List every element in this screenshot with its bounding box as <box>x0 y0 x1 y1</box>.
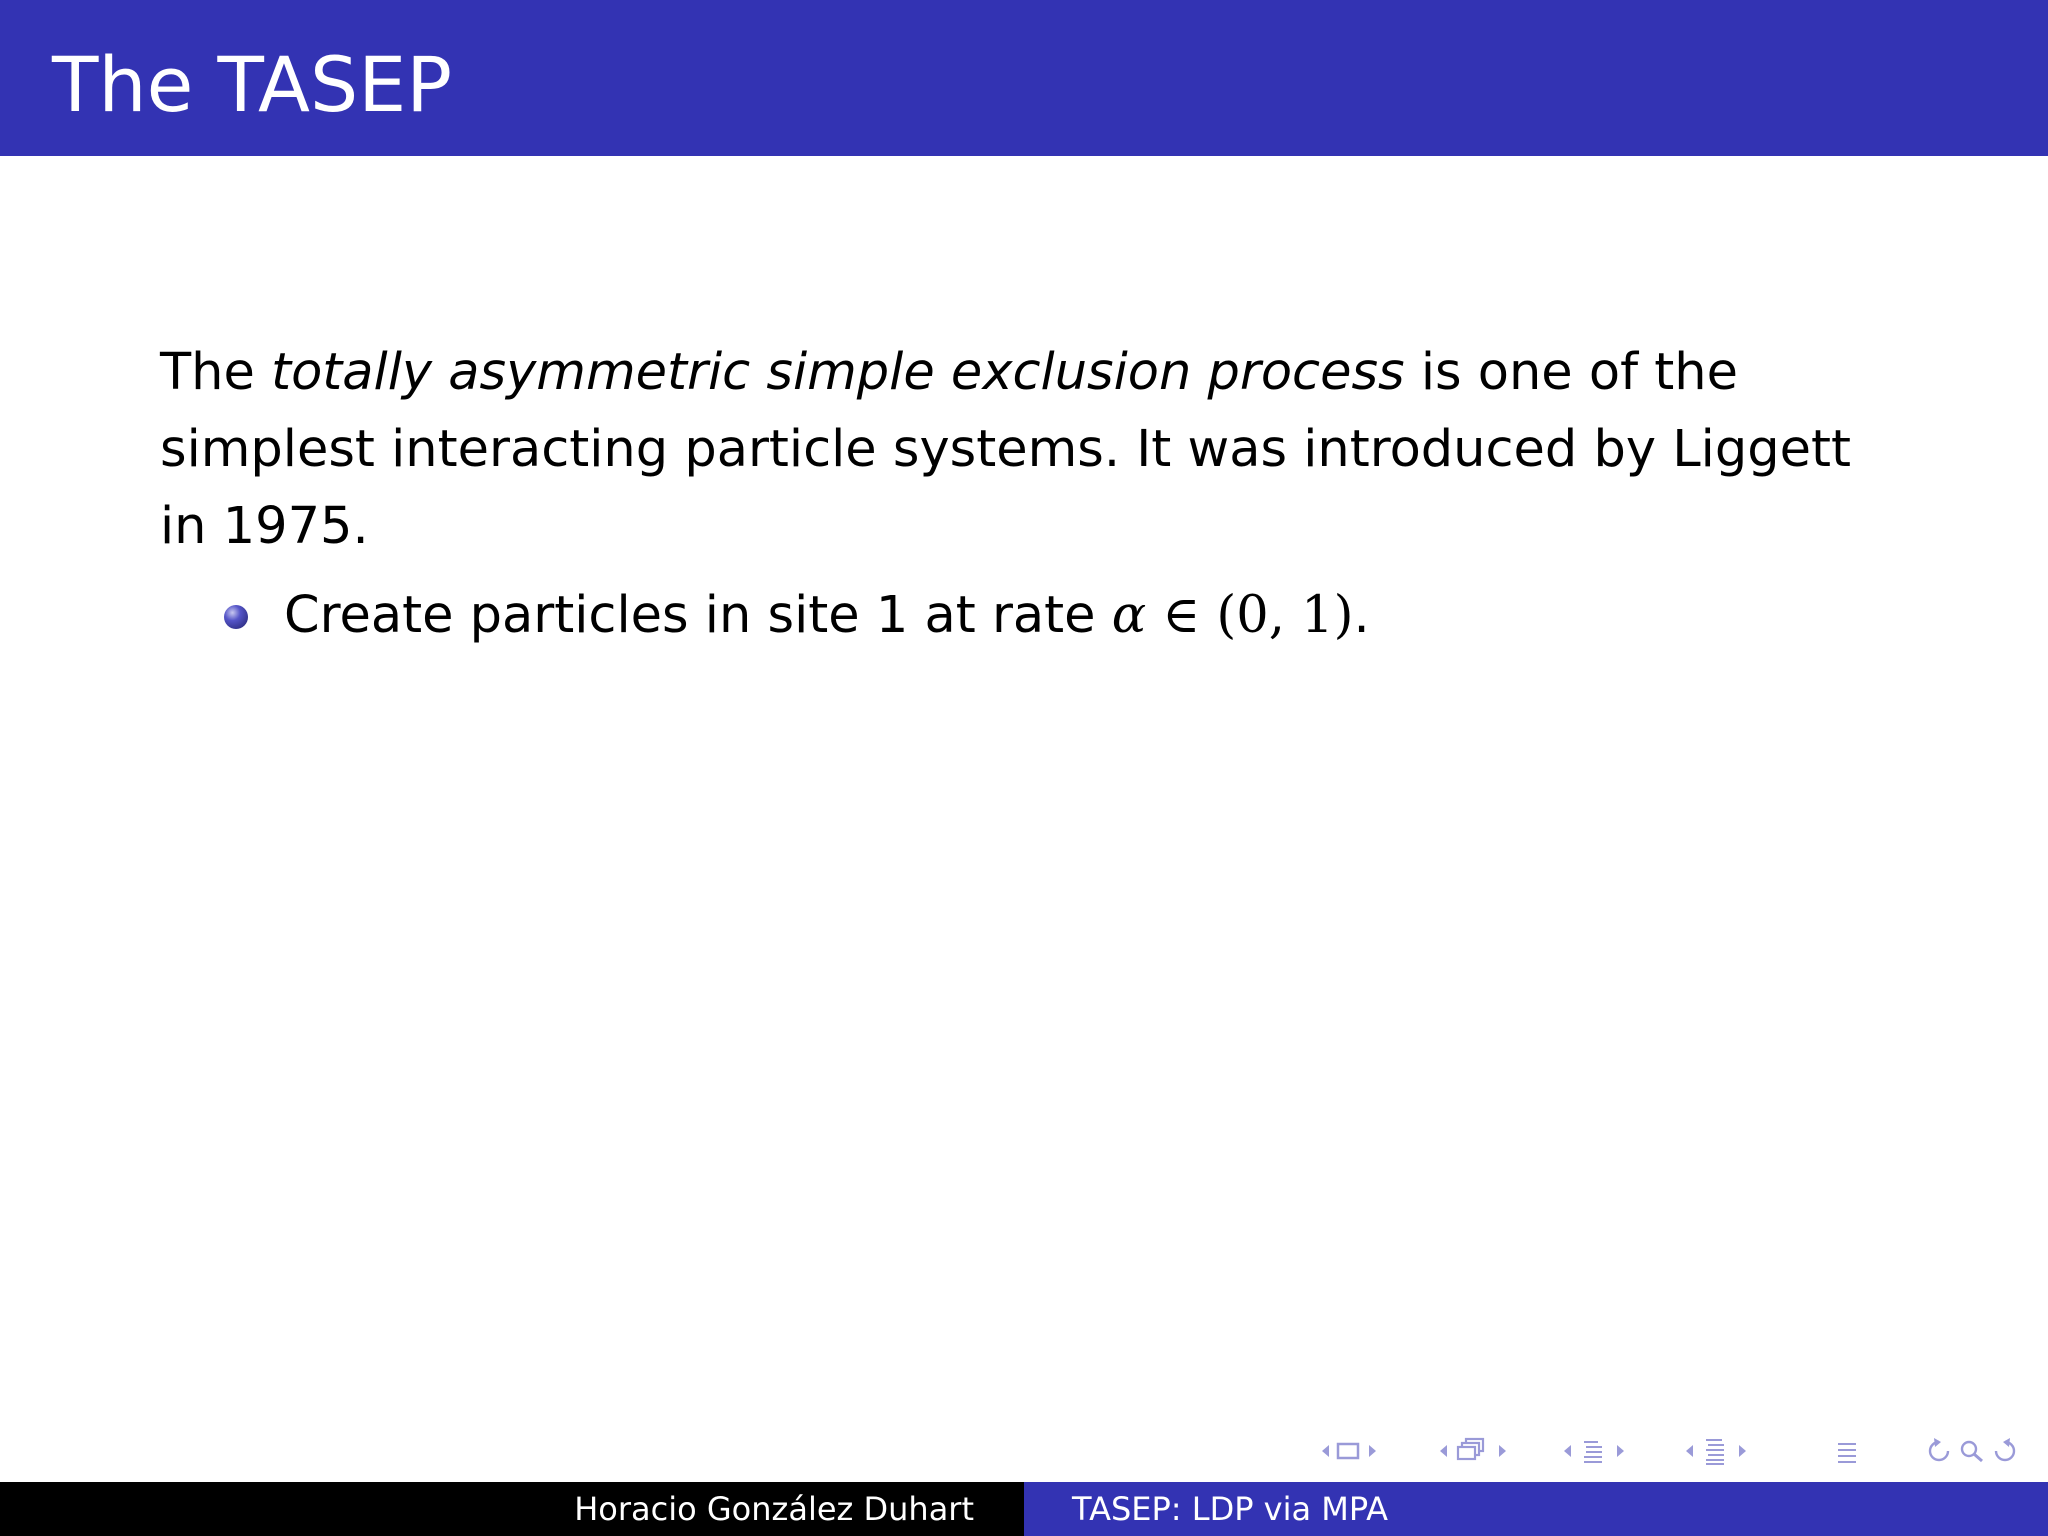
next-arrow-icon[interactable] <box>1614 1434 1628 1468</box>
list-item <box>160 577 1900 654</box>
frame-icon[interactable] <box>1334 1434 1364 1468</box>
math-alpha: α <box>1111 586 1147 645</box>
paragraph-emphasis: totally asymmetric simple exclusion process <box>271 343 1405 402</box>
footline-title-box <box>1024 1482 2048 1536</box>
bullet-ball-icon <box>224 605 248 629</box>
undo-icon[interactable] <box>1924 1434 1956 1468</box>
math-interval: ∈ (0, 1) <box>1146 586 1354 645</box>
toc-icon[interactable] <box>1830 1434 1864 1468</box>
paragraph-text-start: The <box>160 343 272 402</box>
intro-paragraph <box>160 334 1900 565</box>
bullet-text: Create particles in site 1 at rate <box>284 586 1112 645</box>
subsection-icon[interactable] <box>1452 1434 1492 1468</box>
bullet-end: . <box>1353 586 1370 645</box>
prev-arrow-icon[interactable] <box>1682 1434 1696 1468</box>
slide-content <box>160 334 1900 654</box>
redo-icon[interactable] <box>1988 1434 2020 1468</box>
footer-author: Horacio González Duhart <box>574 1490 974 1528</box>
frame-title: The TASEP <box>52 40 453 129</box>
presentation-icon[interactable] <box>1698 1434 1732 1468</box>
section-icon[interactable] <box>1576 1434 1610 1468</box>
bullet-list <box>160 577 1900 654</box>
next-arrow-icon[interactable] <box>1366 1434 1380 1468</box>
footline-author-box <box>0 1482 1024 1536</box>
navigation-symbols <box>1310 1434 2040 1468</box>
frame-title-bar <box>0 0 2048 156</box>
footline <box>0 1482 2048 1536</box>
paragraph-text-end: is one of the simplest interacting particle systems. It was introduced by Liggett in 1975. <box>160 343 1851 556</box>
search-icon[interactable] <box>1956 1434 1988 1468</box>
prev-arrow-icon[interactable] <box>1318 1434 1332 1468</box>
next-arrow-icon[interactable] <box>1736 1434 1750 1468</box>
prev-arrow-icon[interactable] <box>1436 1434 1450 1468</box>
footer-short-title: TASEP: LDP via MPA <box>1072 1490 1389 1528</box>
prev-arrow-icon[interactable] <box>1560 1434 1574 1468</box>
next-arrow-icon[interactable] <box>1496 1434 1510 1468</box>
